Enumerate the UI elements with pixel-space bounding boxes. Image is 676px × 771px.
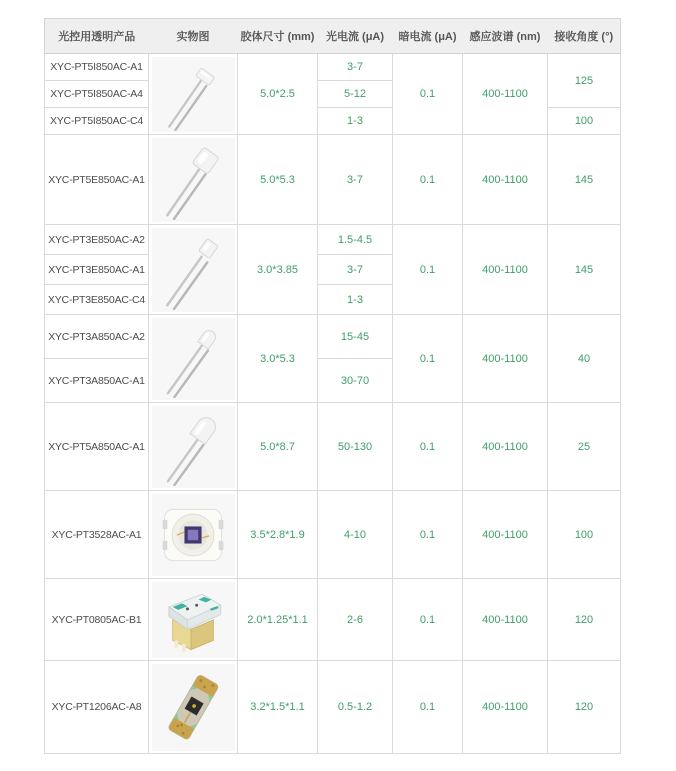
product-name: XYC-PT1206AC-A8 bbox=[45, 661, 149, 754]
spectrum-cell: 400-1100 bbox=[463, 579, 548, 661]
product-name: XYC-PT5E850AC-A1 bbox=[45, 135, 149, 225]
table-row bbox=[45, 661, 621, 754]
product-name: XYC-PT5I850AC-A4 bbox=[45, 81, 149, 108]
product-name: XYC-PT3E850AC-A1 bbox=[45, 255, 149, 285]
table-row bbox=[45, 135, 621, 225]
column-header-size: 胶体尺寸 (mm) bbox=[238, 19, 318, 54]
product-name: XYC-PT3E850AC-A2 bbox=[45, 225, 149, 255]
dark-current-cell: 0.1 bbox=[393, 54, 463, 135]
angle-cell: 125 bbox=[548, 54, 621, 108]
through-hole-flat-top-led-photo bbox=[152, 138, 235, 222]
product-spec-table bbox=[44, 18, 621, 754]
photo-cell bbox=[149, 579, 238, 661]
photo-cell bbox=[149, 54, 238, 135]
product-name: XYC-PT5A850AC-A1 bbox=[45, 403, 149, 491]
size-cell: 3.0*3.85 bbox=[238, 225, 318, 315]
spectrum-cell: 400-1100 bbox=[463, 135, 548, 225]
dark-current-cell: 0.1 bbox=[393, 135, 463, 225]
angle-cell: 145 bbox=[548, 135, 621, 225]
through-hole-flat-head-led-photo bbox=[152, 57, 235, 132]
table-row bbox=[45, 225, 621, 255]
dark-current-cell: 0.1 bbox=[393, 661, 463, 754]
photocurrent-cell: 15-45 bbox=[318, 315, 393, 359]
table-row bbox=[45, 403, 621, 491]
size-cell: 5.0*5.3 bbox=[238, 135, 318, 225]
spectrum-cell: 400-1100 bbox=[463, 403, 548, 491]
photocurrent-cell: 3-7 bbox=[318, 135, 393, 225]
smd-3528-package-photo bbox=[152, 494, 235, 576]
dark-current-cell: 0.1 bbox=[393, 403, 463, 491]
through-hole-5mm-bullet-led-photo bbox=[152, 406, 235, 488]
angle-cell: 120 bbox=[548, 579, 621, 661]
angle-cell: 40 bbox=[548, 315, 621, 403]
product-name: XYC-PT5I850AC-C4 bbox=[45, 108, 149, 135]
photocurrent-cell: 4-10 bbox=[318, 491, 393, 579]
through-hole-3mm-bullet-led-photo bbox=[152, 318, 235, 400]
photo-cell bbox=[149, 315, 238, 403]
column-header-angle: 接收角度 (°) bbox=[548, 19, 621, 54]
photocurrent-cell: 1-3 bbox=[318, 285, 393, 315]
angle-cell: 145 bbox=[548, 225, 621, 315]
table-row bbox=[45, 579, 621, 661]
photo-cell bbox=[149, 225, 238, 315]
angle-cell: 25 bbox=[548, 403, 621, 491]
column-header-dark-current: 暗电流 (μA) bbox=[393, 19, 463, 54]
size-cell: 3.0*5.3 bbox=[238, 315, 318, 403]
spectrum-cell: 400-1100 bbox=[463, 315, 548, 403]
photo-cell bbox=[149, 403, 238, 491]
photocurrent-cell: 2-6 bbox=[318, 579, 393, 661]
photocurrent-cell: 30-70 bbox=[318, 359, 393, 403]
dark-current-cell: 0.1 bbox=[393, 491, 463, 579]
size-cell: 2.0*1.25*1.1 bbox=[238, 579, 318, 661]
column-header-spectrum: 感应波谱 (nm) bbox=[463, 19, 548, 54]
angle-cell: 120 bbox=[548, 661, 621, 754]
product-name: XYC-PT3A850AC-A2 bbox=[45, 315, 149, 359]
photo-cell bbox=[149, 135, 238, 225]
table-row bbox=[45, 491, 621, 579]
photocurrent-cell: 50-130 bbox=[318, 403, 393, 491]
angle-cell: 100 bbox=[548, 491, 621, 579]
photocurrent-cell: 1.5-4.5 bbox=[318, 225, 393, 255]
dark-current-cell: 0.1 bbox=[393, 579, 463, 661]
table-row bbox=[45, 54, 621, 81]
photo-cell bbox=[149, 661, 238, 754]
through-hole-small-cylinder-led-photo bbox=[152, 228, 235, 312]
size-cell: 5.0*8.7 bbox=[238, 403, 318, 491]
dark-current-cell: 0.1 bbox=[393, 225, 463, 315]
column-header-photo: 实物图 bbox=[149, 19, 238, 54]
table-row bbox=[45, 315, 621, 359]
product-name: XYC-PT5I850AC-A1 bbox=[45, 54, 149, 81]
spectrum-cell: 400-1100 bbox=[463, 491, 548, 579]
angle-cell: 100 bbox=[548, 108, 621, 135]
dark-current-cell: 0.1 bbox=[393, 315, 463, 403]
smd-1206-package-photo bbox=[152, 664, 235, 751]
spectrum-cell: 400-1100 bbox=[463, 225, 548, 315]
product-name: XYC-PT3528AC-A1 bbox=[45, 491, 149, 579]
photocurrent-cell: 3-7 bbox=[318, 255, 393, 285]
photocurrent-cell: 3-7 bbox=[318, 54, 393, 81]
product-name: XYC-PT3E850AC-C4 bbox=[45, 285, 149, 315]
photo-cell bbox=[149, 491, 238, 579]
spectrum-cell: 400-1100 bbox=[463, 661, 548, 754]
spectrum-cell: 400-1100 bbox=[463, 54, 548, 135]
smd-0805-package-photo bbox=[152, 582, 235, 658]
size-cell: 5.0*2.5 bbox=[238, 54, 318, 135]
product-name: XYC-PT0805AC-B1 bbox=[45, 579, 149, 661]
column-header-photocurrent: 光电流 (μA) bbox=[318, 19, 393, 54]
photocurrent-cell: 5-12 bbox=[318, 81, 393, 108]
header-row bbox=[45, 19, 621, 54]
size-cell: 3.2*1.5*1.1 bbox=[238, 661, 318, 754]
product-name: XYC-PT3A850AC-A1 bbox=[45, 359, 149, 403]
photocurrent-cell: 0.5-1.2 bbox=[318, 661, 393, 754]
size-cell: 3.5*2.8*1.9 bbox=[238, 491, 318, 579]
column-header-product: 光控用透明产品 bbox=[45, 19, 149, 54]
photocurrent-cell: 1-3 bbox=[318, 108, 393, 135]
